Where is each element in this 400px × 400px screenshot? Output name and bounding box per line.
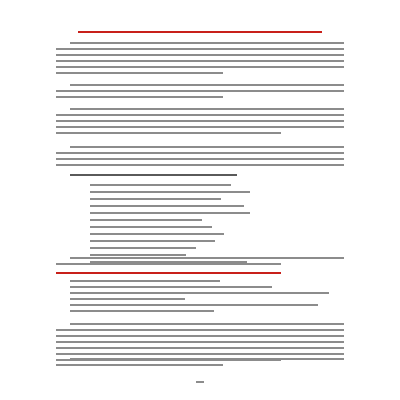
closing-paragraph (56, 358, 344, 370)
list-item (70, 292, 329, 294)
list-item (90, 247, 196, 249)
list-item (90, 198, 221, 200)
structure-paragraph (56, 108, 344, 138)
criteria-heading (56, 174, 344, 180)
page-number (196, 381, 204, 383)
red-subheading (56, 272, 344, 278)
page-title (78, 23, 322, 33)
list-item (90, 233, 224, 235)
list-item (90, 219, 202, 221)
criteria-list (90, 184, 250, 268)
scoring-paragraph (56, 146, 344, 170)
requirements-paragraph (56, 84, 344, 102)
list-item (90, 226, 212, 228)
list-item (70, 304, 318, 306)
list-item (90, 254, 186, 256)
intro-paragraph (56, 42, 344, 78)
list-item (90, 240, 215, 242)
list-item (70, 286, 272, 288)
list-item (70, 310, 214, 312)
list-item (90, 191, 250, 193)
list-item (70, 298, 185, 300)
numbered-list (56, 280, 344, 316)
list-item (90, 205, 244, 207)
section-intro-paragraph (56, 257, 344, 269)
list-item (70, 280, 220, 282)
list-item (90, 212, 250, 214)
list-item (90, 184, 231, 186)
